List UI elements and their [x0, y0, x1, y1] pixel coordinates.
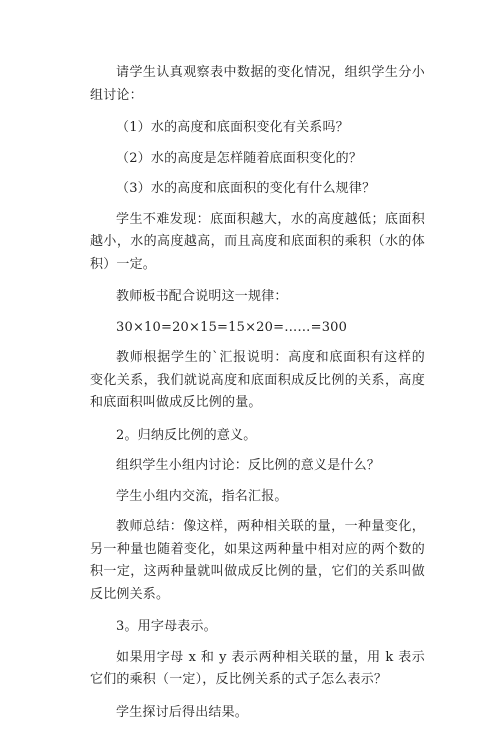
paragraph-discussion: 组织学生小组内讨论：反比例的意义是什么？ [116, 458, 381, 473]
question-1: （1）水的高度和底面积变化有关系吗？ [116, 120, 349, 135]
document-body [90, 62, 425, 734]
paragraph-explanation: 教师根据学生的`汇报说明：高度和底面积有这样的变化关系，我们就说高度和底面积成反比例的关系，高度和底面积叫做成反比例的量。 [90, 350, 425, 410]
paragraph-discovery: 学生不难发现：底面积越大，水的高度越低；底面积越小，水的高度越高，而且高度和底面积的乘积（水的体积）一定。 [90, 211, 425, 272]
paragraph-intro: 请学生认真观察表中数据的变化情况，组织学生分小组讨论： [90, 65, 425, 103]
formula-line: 30×10=20×15=15×20=……=300 [116, 319, 348, 335]
section-heading-2: 2。归纳反比例的意义。 [116, 427, 257, 443]
paragraph-letters: 如果用字母 x 和 y 表示两种相关联的量，用 k 表示它们的乘积（一定），反比例关系的式子怎么表示？ [90, 649, 425, 687]
question-2: （2）水的高度是怎样随着底面积变化的？ [116, 150, 363, 166]
section-heading-3: 3。用字母表示。 [116, 619, 217, 634]
paragraph-report: 学生小组内交流，指名汇报。 [116, 488, 288, 504]
question-3: （3）水的高度和底面积的变化有什么规律？ [116, 181, 376, 196]
paragraph-board-note: 教师板书配合说明这一规律： [116, 289, 288, 304]
paragraph-summary: 教师总结：像这样，两种相关联的量，一种量变化，另一种量也随着变化，如果这两种量中相对应的两个数的积一定，这两种量就叫做成反比例的量，它们的关系叫做反比例关系。 [90, 519, 425, 602]
paragraph-result: 学生探讨后得出结果。 [116, 704, 249, 720]
